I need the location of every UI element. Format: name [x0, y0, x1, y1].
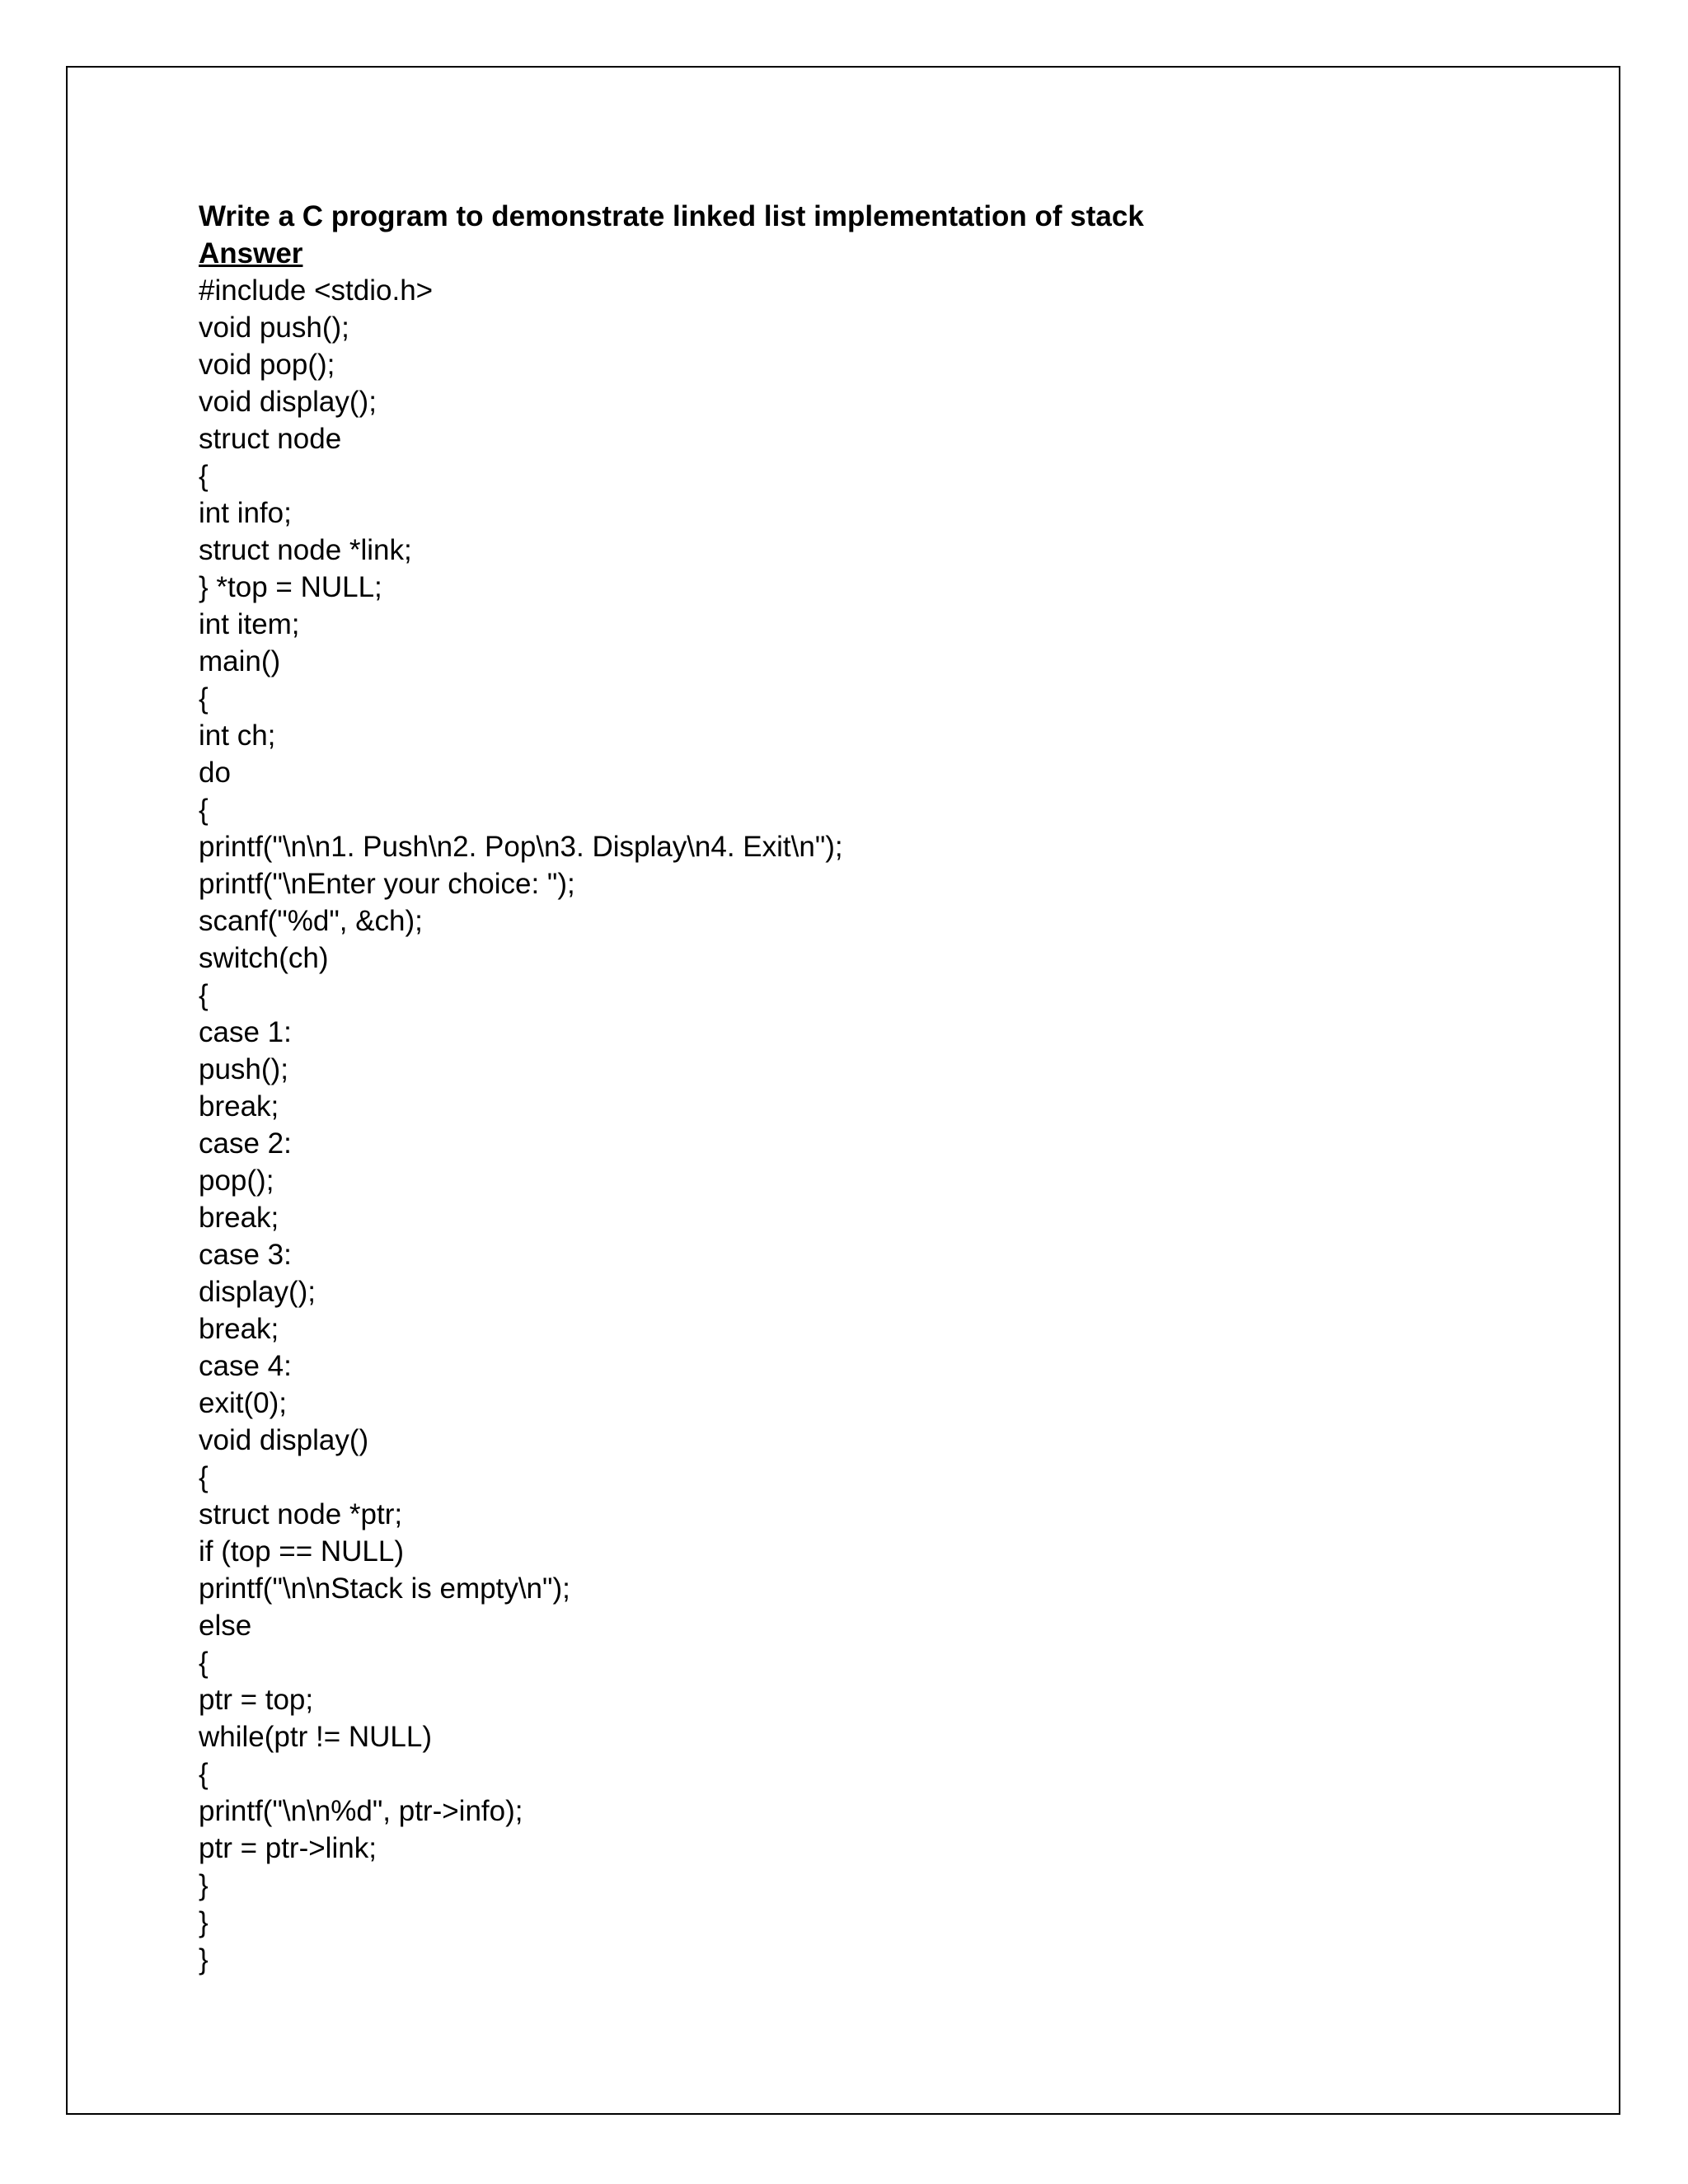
code-line: if (top == NULL): [199, 1535, 404, 1568]
code-line: struct node *ptr;: [199, 1498, 403, 1530]
question-heading: Write a C program to demonstrate linked list implementation of stack: [199, 200, 1144, 232]
code-line: {: [199, 460, 209, 492]
code-line: {: [199, 794, 209, 826]
code-line: struct node *link;: [199, 534, 412, 566]
code-line: case 4:: [199, 1350, 292, 1382]
code-line: case 3:: [199, 1239, 292, 1271]
code-line: }: [199, 1869, 209, 1901]
code-line: switch(ch): [199, 942, 329, 974]
answer-label: Answer: [199, 237, 303, 269]
code-line: {: [199, 682, 209, 715]
code-line: struct node: [199, 423, 342, 455]
code-line: void push();: [199, 312, 349, 344]
code-line: display();: [199, 1276, 316, 1308]
code-line: int info;: [199, 497, 292, 529]
code-line: scanf("%d", &ch);: [199, 905, 423, 937]
code-line: ptr = ptr->link;: [199, 1832, 377, 1864]
code-line: push();: [199, 1053, 288, 1085]
code-line: break;: [199, 1313, 279, 1345]
code-line: void display(): [199, 1424, 369, 1456]
code-line: int ch;: [199, 719, 276, 752]
code-line: pop();: [199, 1165, 274, 1197]
code-line: while(ptr != NULL): [199, 1721, 433, 1753]
code-line: ptr = top;: [199, 1684, 314, 1716]
code-line: }: [199, 1906, 209, 1938]
code-line: {: [199, 1758, 209, 1790]
code-line: else: [199, 1610, 252, 1642]
code-line: printf("\n\n1. Push\n2. Pop\n3. Display\n4. Exit\n");: [199, 831, 843, 863]
code-line: exit(0);: [199, 1387, 287, 1419]
code-line: {: [199, 979, 209, 1011]
code-line: printf("\nEnter your choice: ");: [199, 868, 575, 900]
code-line: printf("\n\nStack is empty\n");: [199, 1572, 570, 1605]
code-line: #include <stdio.h>: [199, 274, 434, 307]
code-line: case 1:: [199, 1016, 292, 1048]
code-line: {: [199, 1461, 209, 1493]
code-line: void pop();: [199, 349, 335, 381]
code-line: do: [199, 757, 231, 789]
code-line: printf("\n\n%d", ptr->info);: [199, 1795, 523, 1827]
code-block: [199, 272, 1517, 1978]
code-line: break;: [199, 1090, 279, 1122]
code-line: case 2:: [199, 1127, 292, 1160]
document-content: [199, 198, 1517, 1978]
code-line: int item;: [199, 608, 300, 640]
code-line: }: [199, 1943, 209, 1975]
code-line: void display();: [199, 386, 377, 418]
code-line: main(): [199, 645, 281, 677]
code-line: {: [199, 1647, 209, 1679]
code-line: break;: [199, 1202, 279, 1234]
code-line: } *top = NULL;: [199, 571, 382, 603]
